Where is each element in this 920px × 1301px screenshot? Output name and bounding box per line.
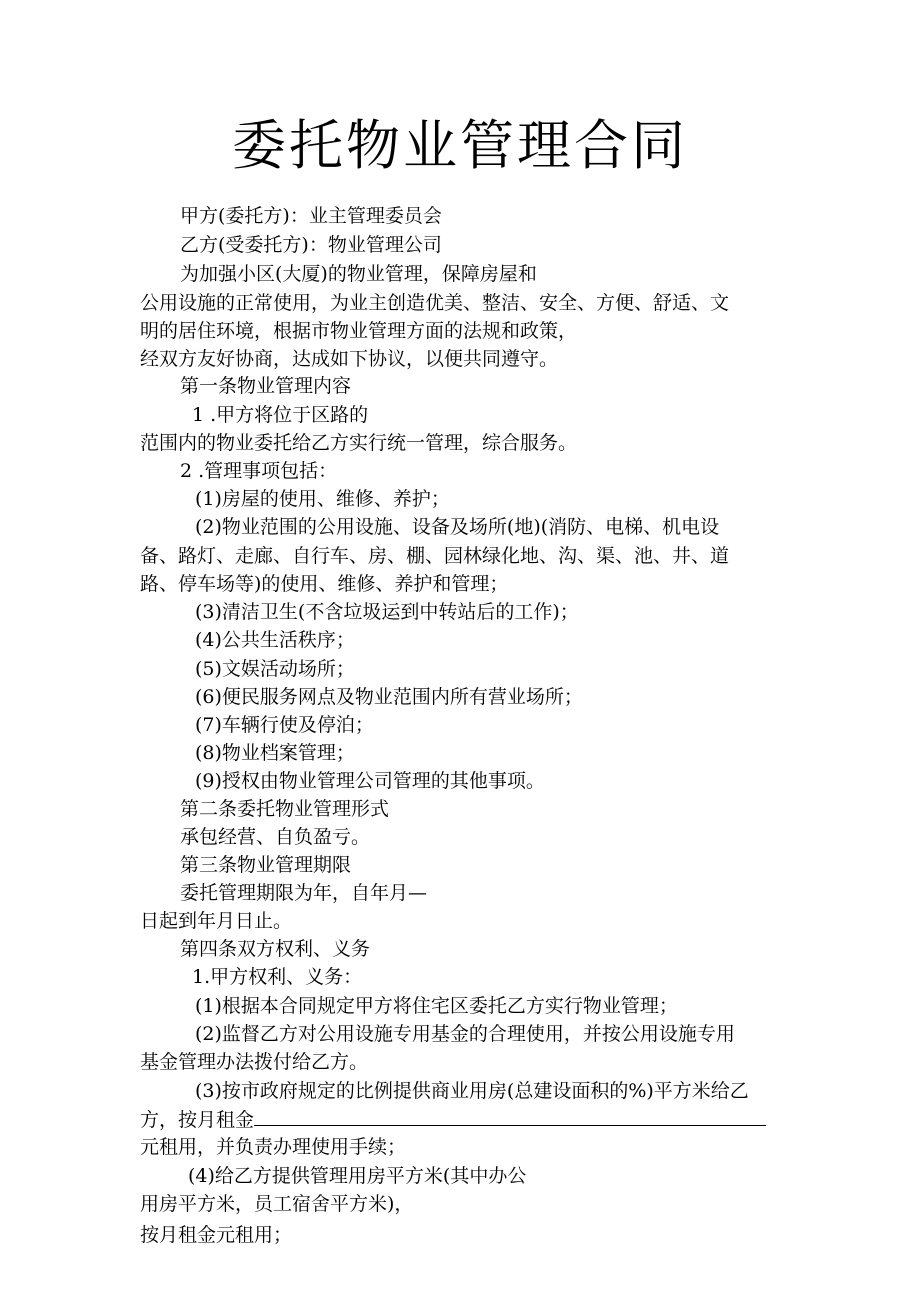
clause-line: 委托管理期限为年，自年月— — [180, 882, 428, 904]
fill-in-blank — [254, 1106, 766, 1126]
article-heading: 第三条物业管理期限 — [180, 854, 352, 876]
clause-line: 日起到年月日止。 — [140, 910, 293, 932]
list-item: (5)文娱活动场所； — [195, 658, 355, 680]
list-item: (1)根据本合同规定甲方将住宅区委托乙方实行物业管理； — [195, 995, 678, 1017]
list-item: (9)授权由物业管理公司管理的其他事项。 — [195, 770, 545, 792]
preamble-line: 为加强小区(大厦)的物业管理，保障房屋和 — [180, 263, 537, 285]
article-heading: 第一条物业管理内容 — [180, 375, 352, 397]
list-item: (1)房屋的使用、维修、养护； — [195, 488, 450, 510]
clause-line: 范围内的物业委托给乙方实行统一管理，综合服务。 — [140, 432, 578, 454]
list-item: (3)按市政府规定的比例提供商业用房(总建设面积的%)平方米给乙 — [195, 1080, 749, 1102]
list-item: (7)车辆行使及停泊； — [195, 714, 374, 736]
list-item-continued: 路、停车场等)的使用、维修、养护和管理； — [140, 573, 509, 595]
list-item: (4)公共生活秩序； — [195, 629, 355, 651]
clause-line: 承包经营、自负盈亏。 — [180, 826, 371, 848]
list-item: (3)清洁卫生(不含垃圾运到中转站后的工作)； — [195, 601, 579, 623]
clause-line: 1.甲方权利、义务： — [192, 966, 363, 988]
clause-line: 1 .甲方将位于区路的 — [192, 404, 369, 426]
list-item-continued — [140, 1106, 766, 1133]
preamble-line: 明的居住环境，根据市物业管理方面的法规和政策， — [140, 320, 578, 342]
list-item-continued: 基金管理办法拨付给乙方。 — [140, 1051, 369, 1073]
list-item: (6)便民服务网点及物业范围内所有营业场所； — [195, 686, 583, 708]
list-item-continued: 备、路灯、走廊、自行车、房、棚、园林绿化地、沟、渠、池、井、道 — [140, 545, 730, 567]
party-b-line: 乙方(受委托方)：物业管理公司 — [180, 234, 442, 256]
page-title: 委托物业管理合同 — [232, 114, 688, 177]
list-item-continued: 按月租金元租用； — [140, 1224, 293, 1246]
list-item-text: 方，按月租金 — [140, 1109, 255, 1131]
list-item: (2)物业范围的公用设施、设备及场所(地)(消防、电梯、机电设 — [195, 516, 720, 538]
clause-line: 2 .管理事项包括： — [180, 460, 338, 482]
party-a-line: 甲方(委托方)：业主管理委员会 — [180, 205, 442, 227]
list-item-continued: 元租用，并负责办理使用手续； — [140, 1136, 407, 1158]
list-item-continued: 用房平方米，员工宿舍平方米)， — [140, 1193, 414, 1215]
list-item: (8)物业档案管理； — [195, 742, 355, 764]
list-item: (2)监督乙方对公用设施专用基金的合理使用，并按公用设施专用 — [195, 1023, 735, 1045]
list-item: (4)给乙方提供管理用房平方米(其中办公 — [188, 1165, 527, 1187]
article-heading: 第四条双方权利、义务 — [180, 938, 371, 960]
preamble-line: 经双方友好协商，达成如下协议，以便共同遵守。 — [140, 348, 559, 370]
preamble-line: 公用设施的正常使用，为业主创造优美、整洁、安全、方便、舒适、文 — [140, 292, 730, 314]
article-heading: 第二条委托物业管理形式 — [180, 798, 390, 820]
